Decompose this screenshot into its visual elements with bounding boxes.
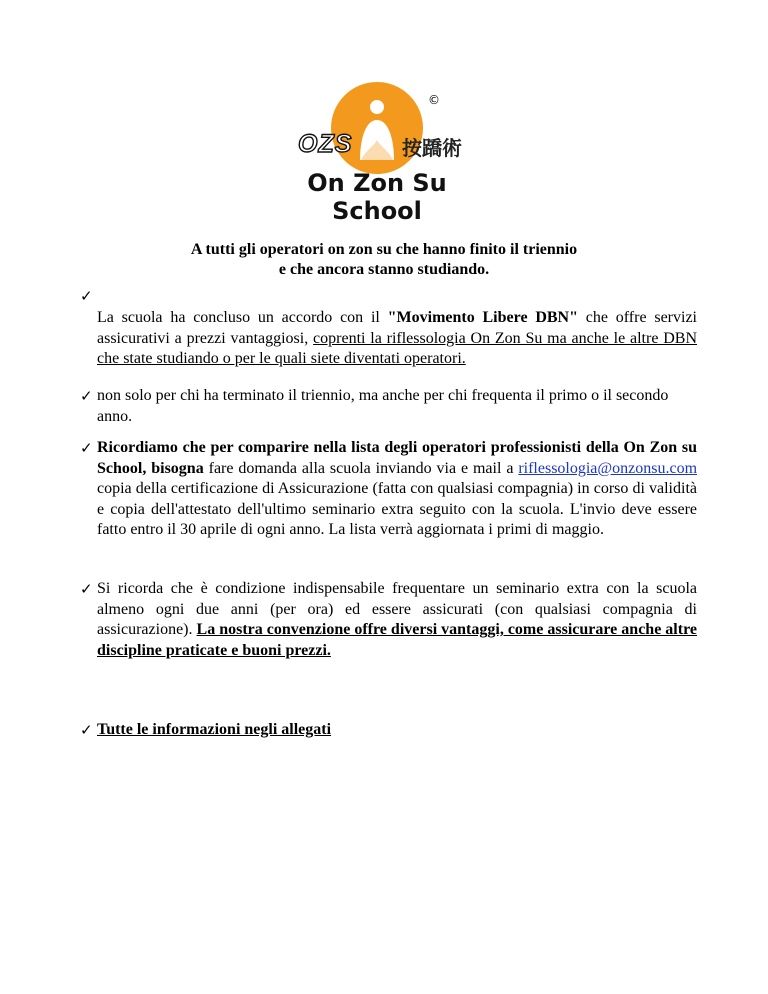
check-icon: ✓ [80, 387, 93, 405]
paragraph-text: fare domanda alla scuola inviando via e mail a [203, 459, 519, 477]
headline [0, 240, 768, 280]
convention-advantages: La nostra convenzione offre diversi vantaggi, come assicurare anche altre discipline praticate e buoni prezzi. [97, 621, 697, 659]
paragraph-requirements [97, 579, 697, 661]
check-icon: ✓ [80, 721, 93, 739]
movement-name: "Movimento Libere DBN" [387, 309, 578, 326]
headline-line-2: e che ancora stanno studiando. [278, 261, 490, 278]
headline-line-1: A tutti gli operatori on zon su che hanno finito il triennio [190, 241, 578, 258]
paragraph-text: copia della certificazione di Assicurazione (fatta con qualsiasi compagnia) in corso di validità e copia dell'attestato dell'ultimo seminario extra seguito con la scuola. L'invio deve essere fatto entro il 30 aprile di ogni anno. La lista verrà aggiornata i primi di maggio. [97, 480, 697, 538]
logo-school-name: On Zon Su School [307, 169, 447, 225]
logo-abbreviation: OZS [298, 130, 353, 158]
paragraph-professional-list [97, 438, 697, 541]
paragraph-text: che offre servizi assicurativi a prezzi vantaggiosi, [97, 309, 698, 347]
check-icon: ✓ [80, 580, 93, 598]
paragraph-agreement [97, 308, 697, 370]
email-link[interactable]: riflessologia@onzonsu.com [518, 459, 698, 477]
coverage-underlined-text: coprenti la riflessologia On Zon Su ma anche le altre DBN che state studiando o per le quali siete diventati operatori. [97, 329, 698, 367]
check-icon: ✓ [80, 287, 93, 305]
logo-chinese-characters: 按蹻術 [402, 136, 462, 160]
school-logo [262, 80, 502, 225]
paragraph-attachments [97, 720, 697, 741]
copyright-mark: © [428, 93, 440, 107]
attachments-note: Tutte le informazioni negli allegati [97, 721, 332, 738]
paragraph-eligibility [97, 386, 697, 427]
bold-reminder: Ricordiamo che per comparire nella lista degli operatori professionisti della On Zon su School, bisogna [97, 439, 697, 477]
logo-emblem-icon [262, 80, 502, 175]
paragraph-text: Si ricorda che è condizione indispensabile frequentare un seminario extra con la scuola almeno ogni due anni (per ora) ed essere assicurati (con qualsiasi compagnia di assicurazione). [97, 580, 697, 638]
paragraph-text: La scuola ha concluso un accordo con il [97, 309, 388, 326]
paragraph-text: non solo per chi ha terminato il triennio, ma anche per chi frequenta il primo o il secondo anno. [97, 387, 669, 425]
check-icon: ✓ [80, 439, 93, 457]
